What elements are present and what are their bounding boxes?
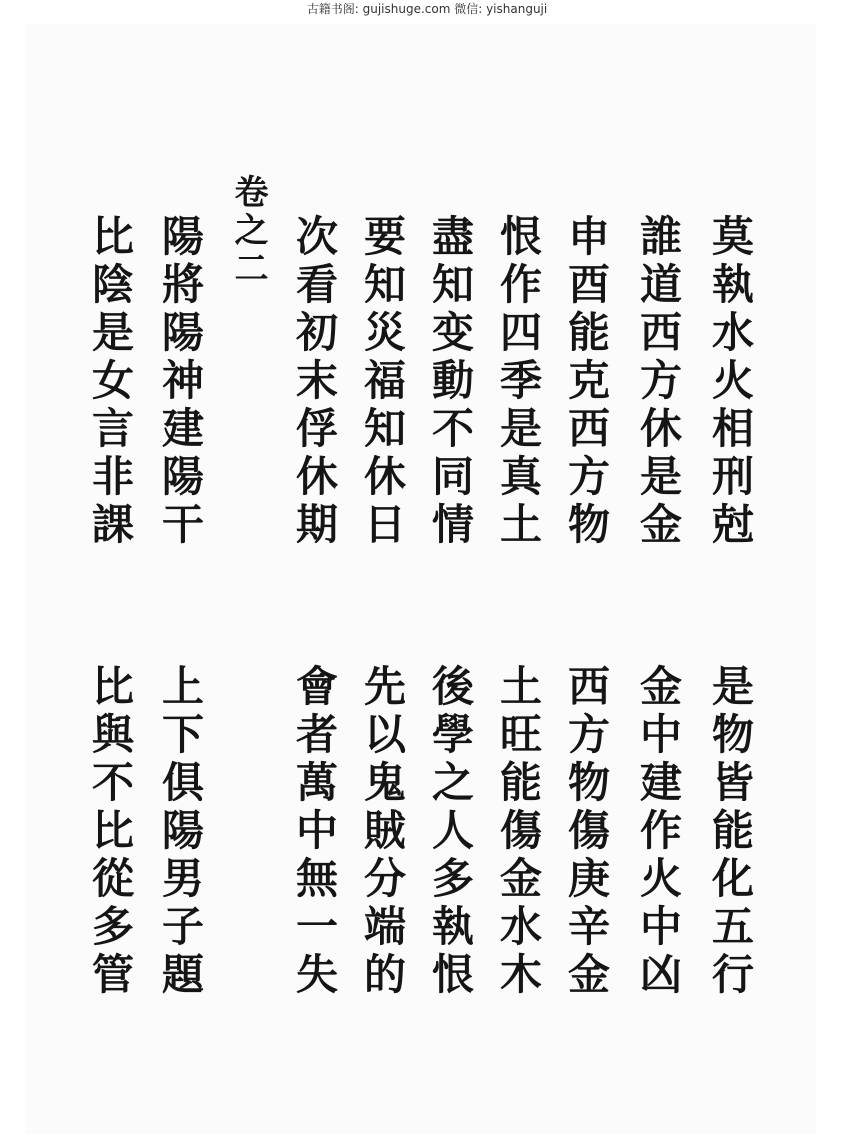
text-column: 次看初末俘休期 [290, 214, 339, 550]
text-column: 上下俱陽男子題 [156, 664, 205, 1000]
text-column: 恨作四季是真土 [494, 214, 543, 550]
text-column: 後學之人多執恨 [426, 664, 475, 1000]
chapter-title: 卷之二 [228, 174, 268, 288]
text-column: 土旺能傷金水木 [494, 664, 543, 1000]
text-column: 要知災福知休日 [358, 214, 407, 550]
text-column: 是物皆能化五行 [706, 664, 755, 1000]
text-column: 申酉能克西方物 [562, 214, 611, 550]
text-column: 金中建作火中凶 [634, 664, 683, 1000]
text-column: 盡知变動不同情 [426, 214, 475, 550]
text-column: 西方物傷庚辛金 [562, 664, 611, 1000]
text-column: 誰道西方休是金 [634, 214, 683, 550]
text-column: 陽將陽神建陽干 [156, 214, 205, 550]
text-column: 會者萬中無一失 [290, 664, 339, 1000]
book-page [26, 24, 816, 1134]
text-column: 比陰是女言非課 [86, 214, 135, 550]
text-column: 比與不比從多管 [86, 664, 135, 1000]
site-watermark-header: 古籍书阁: gujishuge.com 微信: yishanguji [306, 2, 548, 16]
text-column: 莫執水火相刑尅 [706, 214, 755, 550]
text-column: 先以鬼賊分端的 [358, 664, 407, 1000]
